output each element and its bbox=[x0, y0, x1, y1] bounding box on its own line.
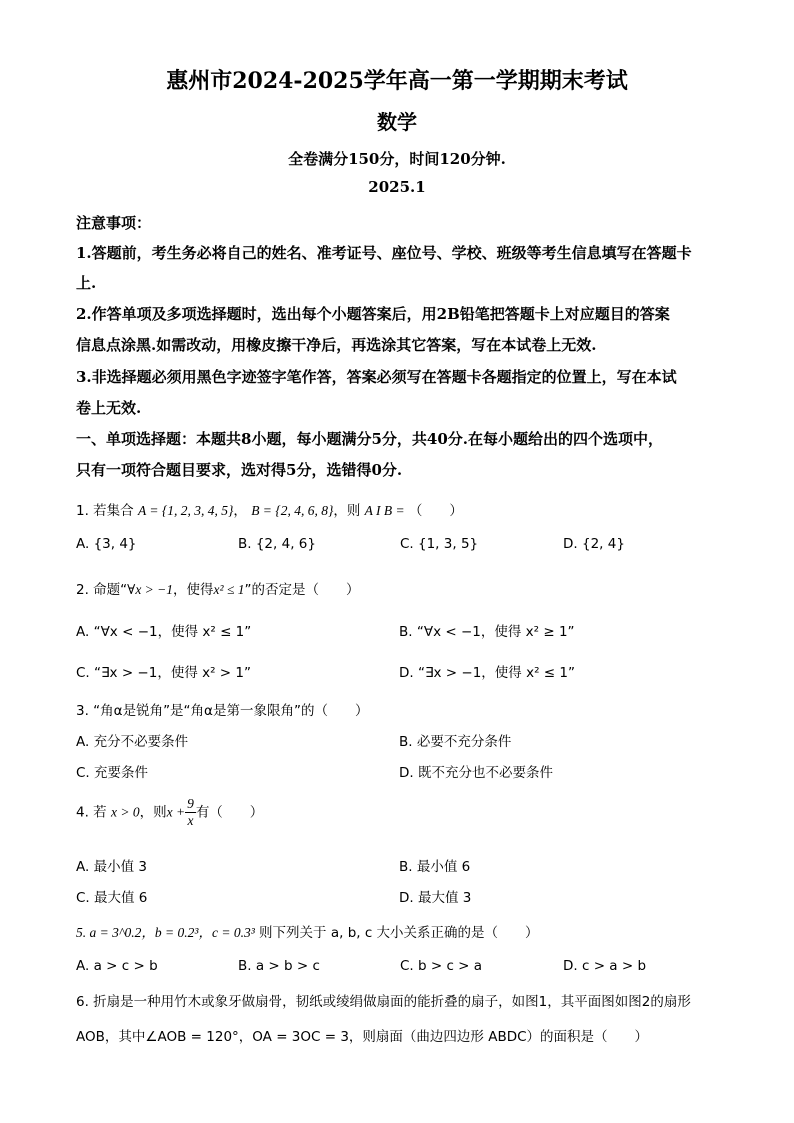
q4-option-b: B. 最小值 6 bbox=[399, 859, 471, 875]
exam-info: 全卷满分150分，时间120分钟. bbox=[288, 150, 506, 168]
q1-sep: ， bbox=[233, 503, 247, 519]
exam-title: 惠州市2024-2025学年高一第一学期期末考试 bbox=[166, 68, 628, 94]
q1-expression: A I B = bbox=[364, 503, 405, 518]
q2-math2: x² ≤ 1 bbox=[213, 582, 245, 597]
q3-option-b: B. 必要不充分条件 bbox=[399, 734, 512, 750]
q5-option-d: D. c > a > b bbox=[563, 958, 647, 974]
exam-date: 2025.1 bbox=[368, 178, 426, 196]
q1-option-d: D. {2, 4} bbox=[563, 536, 625, 552]
q2-option-c: C. “∃x > −1，使得 x² > 1” bbox=[76, 665, 251, 681]
notice-heading: 注意事项： bbox=[76, 214, 152, 232]
section1-line1: 一、单项选择题：本题共8小题，每小题满分5分，共40分.在每小题给出的四个选项中， bbox=[76, 430, 663, 448]
question-1-stem bbox=[76, 499, 463, 519]
q3-option-c: C. 充要条件 bbox=[76, 765, 149, 781]
notice-item2-line2: 信息点涂黑.如需改动，用橡皮擦干净后，再选涂其它答案，写在本试卷上无效. bbox=[76, 336, 597, 354]
q4-prefix: 4. 若 bbox=[76, 804, 107, 821]
q4-suffix: 有（ ） bbox=[195, 804, 264, 821]
subject-title: 数学 bbox=[377, 110, 417, 134]
notice-item2-line1: 2.作答单项及多项选择题时，选出每个小题答案后，用2B铅笔把答题卡上对应题目的答案 bbox=[76, 305, 670, 323]
notice-item1-line2: 上. bbox=[76, 274, 97, 292]
question-3-stem: 3. “角α是锐角”是“角α是第一象限角”的（ ） bbox=[76, 703, 369, 719]
q5-text: 则下列关于 a, b, c 大小关系正确的是（ ） bbox=[259, 925, 539, 941]
q4-fraction bbox=[185, 796, 196, 829]
q5-option-b: B. a > b > c bbox=[238, 958, 320, 974]
q1-mid: ，则 bbox=[333, 503, 361, 519]
q5-option-c: C. b > c > a bbox=[400, 958, 483, 974]
q1-option-c: C. {1, 3, 5} bbox=[400, 536, 479, 552]
question-2-stem bbox=[76, 578, 359, 598]
q4-frac-den: x bbox=[187, 813, 194, 828]
q5-math: 5. a = 3^0.2，b = 0.2³，c = 0.3³ bbox=[76, 925, 255, 940]
q2-prefix: 2. 命题“ bbox=[76, 582, 128, 598]
q2-math: ∀x > −1 bbox=[127, 582, 174, 597]
q2-option-d: D. “∃x > −1，使得 x² ≤ 1” bbox=[399, 665, 575, 681]
q4-condition: x > 0 bbox=[110, 804, 140, 820]
section1-line2: 只有一项符合题目要求，选对得5分，选错得0分. bbox=[76, 461, 403, 479]
q3-option-d: D. 既不充分也不必要条件 bbox=[399, 765, 553, 781]
question-6-line2: AOB，其中∠AOB = 120°，OA = 3OC = 3，则扇面（曲边四边形 ABDC）的面积是（ ） bbox=[76, 1029, 649, 1045]
q2-option-a: A. “∀x < −1，使得 x² ≤ 1” bbox=[76, 624, 252, 640]
q4-frac-num: 9 bbox=[187, 796, 194, 811]
q4-expr-left: x + bbox=[166, 804, 186, 820]
q4-mid: ，则 bbox=[139, 804, 167, 821]
notice-item3-line2: 卷上无效. bbox=[76, 399, 142, 417]
notice-item3-line1: 3.非选择题必须用黑色字迹签字笔作答，答案必须写在答题卡各题指定的位置上，写在本试 bbox=[76, 368, 677, 386]
q1-prefix: 1. 若集合 bbox=[76, 503, 134, 519]
q1-paren: （ ） bbox=[408, 503, 463, 519]
q4-option-c: C. 最大值 6 bbox=[76, 890, 148, 906]
q2-option-b: B. “∀x < −1，使得 x² ≥ 1” bbox=[399, 624, 575, 640]
notice-item1-line1: 1.答题前，考生务必将自己的姓名、准考证号、座位号、学校、班级等考生信息填写在答题卡 bbox=[76, 244, 692, 262]
q4-option-d: D. 最大值 3 bbox=[399, 890, 472, 906]
q4-option-a: A. 最小值 3 bbox=[76, 859, 147, 875]
q1-set-b: B = {2, 4, 6, 8} bbox=[251, 503, 334, 518]
q3-option-a: A. 充分不必要条件 bbox=[76, 734, 189, 750]
question-6-line1: 6. 折扇是一种用竹木或象牙做扇骨，韧纸或绫绢做扇面的能折叠的扇子，如图1，其平面图如图2的扇形 bbox=[76, 994, 691, 1010]
q2-mid: ，使得 bbox=[173, 582, 214, 598]
q1-set-a: A = {1, 2, 3, 4, 5} bbox=[137, 503, 234, 518]
q1-option-b: B. {2, 4, 6} bbox=[238, 536, 316, 552]
q2-suffix: ”的否定是（ ） bbox=[244, 582, 360, 598]
q5-option-a: A. a > c > b bbox=[76, 958, 158, 974]
question-5-stem bbox=[76, 921, 539, 941]
q1-option-a: A. {3, 4} bbox=[76, 536, 137, 552]
question-4-stem bbox=[76, 796, 263, 829]
